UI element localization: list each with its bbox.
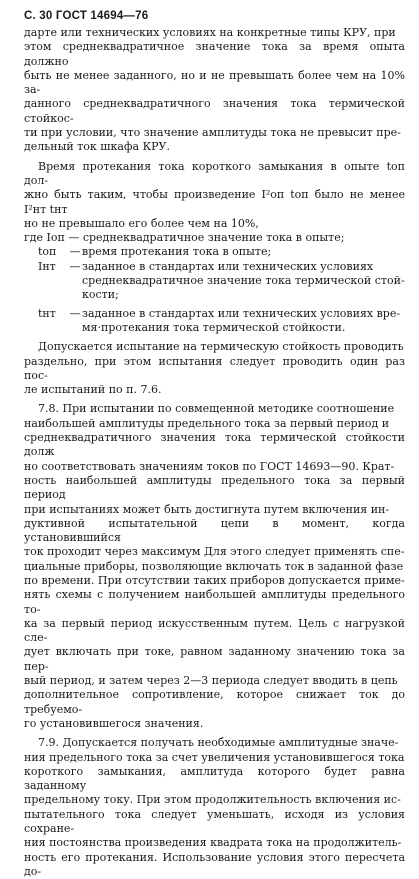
- paragraph-separate-test: [24, 340, 405, 397]
- text-line: ток проходит через максимум Для этого следует применять спе-: [24, 545, 405, 559]
- text-line: наибольшей амплитуды предельного тока за первый период и: [24, 416, 390, 430]
- definition-item: tоп — время протекания тока в опыте;: [24, 245, 405, 259]
- definition-symbol: tоп: [38, 245, 57, 259]
- text-line: го установившегося значения.: [24, 716, 204, 730]
- text-line: 7.8. При испытании по совмещенной методике соотношение: [38, 402, 395, 416]
- definition-list: [24, 245, 405, 335]
- text-line: пытательного тока следует уменьшать, исходя из условия сохране-: [24, 807, 405, 836]
- text-line: среднеквадратичного значения тока термической стойкости долж: [24, 431, 405, 459]
- paragraph-continuation: [24, 26, 405, 155]
- text-line: ти при условии, что значение амплитуды тока не превысит пре-: [24, 126, 401, 140]
- text-line: где Iоп — среднеквадратичное значение тока в опыте;: [24, 231, 345, 245]
- text-line: ка за первый период искусственным путем. Цель с нагрузкой сле-: [24, 616, 405, 645]
- text-line: дополнительное сопротивление, которое снижает ток до требуемо-: [24, 688, 405, 716]
- text-line: ния постоянства произведения квадрата тока на продолжитель-: [24, 836, 402, 850]
- definition-item: tнт — заданное в стандартах или технических условиях вре-: [24, 307, 405, 321]
- definition-text: мя·протекания тока термической стойкости.: [82, 320, 346, 334]
- text-line: дуктивной испытательной цепи в момент, когда установившийся: [24, 516, 405, 545]
- definition-text: кости;: [82, 288, 119, 302]
- definition-symbol: tнт: [38, 306, 56, 320]
- text-line: быть не менее заданного, но и не превышать более чем на 10% за-: [24, 68, 405, 97]
- text-line: нять схемы с получением наибольшей амплитуды предельного то-: [24, 588, 405, 616]
- text-line: но не превышало его более чем на 10%,: [24, 216, 259, 230]
- text-line: но соответствовать значениям токов по ГОСТ 14693—90. Крат-: [24, 459, 395, 473]
- text-line: дует включать при токе, равном заданному значению тока за пер-: [24, 645, 405, 673]
- section-7-9: [24, 736, 405, 879]
- text-line: жно быть таким, чтобы произведение I²оп tоп было не менее I²нт tнт: [24, 188, 405, 216]
- text-line: ле испытаний по п. 7.6.: [24, 383, 162, 397]
- text-line: ность наибольшей амплитуды предельного тока за первый период: [24, 473, 405, 502]
- text-line: дарте или технических условиях на конкретные типы КРУ, при: [24, 26, 396, 39]
- text-line: вый период, и затем через 2—3 периода следует вводить в цепь: [24, 674, 398, 688]
- definition-text: заданное в стандартах или технических условиях вре-: [82, 306, 401, 320]
- text-line: Допускается испытание на термическую стойкость проводить: [38, 340, 404, 354]
- definition-text: среднеквадратичное значение тока термической стой-: [82, 274, 405, 288]
- text-line: ность его протекания. Использование условия этого пересчета до-: [24, 850, 405, 878]
- text-line: раздельно, при этом испытания следует проводить один раз пос-: [24, 354, 405, 382]
- paragraph-short-circuit-time: [24, 160, 405, 246]
- definition-text: заданное в стандартах или технических условиях: [82, 259, 374, 273]
- text-line: данного среднеквадратичного значения тока термической стойкос-: [24, 97, 405, 125]
- definition-text: время протекания тока в опыте;: [82, 245, 272, 259]
- text-line: 7.9. Допускается получать необходимые амплитудные значе-: [38, 736, 399, 750]
- text-line: дельный ток шкафа КРУ.: [24, 140, 170, 154]
- text-line: по времени. При отсутствии таких приборов допускается приме-: [24, 573, 405, 587]
- section-7-8: [24, 402, 405, 731]
- page-header: С. 30 ГОСТ 14694—76: [24, 10, 149, 22]
- text-line: Время протекания тока короткого замыкания в опыте tоп дол-: [24, 159, 405, 187]
- text-line: ния предельного тока за счет увеличения установившегося тока: [24, 750, 405, 764]
- text-line: циальные приборы, позволяющие включать ток в заданной фазе: [24, 559, 404, 573]
- definition-item: Iнт — заданное в стандартах или технических условиях: [24, 260, 405, 274]
- text-line: предельному току. При этом продолжительность включения ис-: [24, 793, 401, 807]
- text-line: короткого замыкания, амплитуда которого будет равна заданному: [24, 764, 405, 793]
- text-line: этом среднеквадратичное значение тока за время опыта должно: [24, 40, 405, 68]
- text-line: при испытаниях может быть достигнута путем включения ин-: [24, 502, 390, 516]
- definition-symbol: Iнт: [38, 259, 56, 273]
